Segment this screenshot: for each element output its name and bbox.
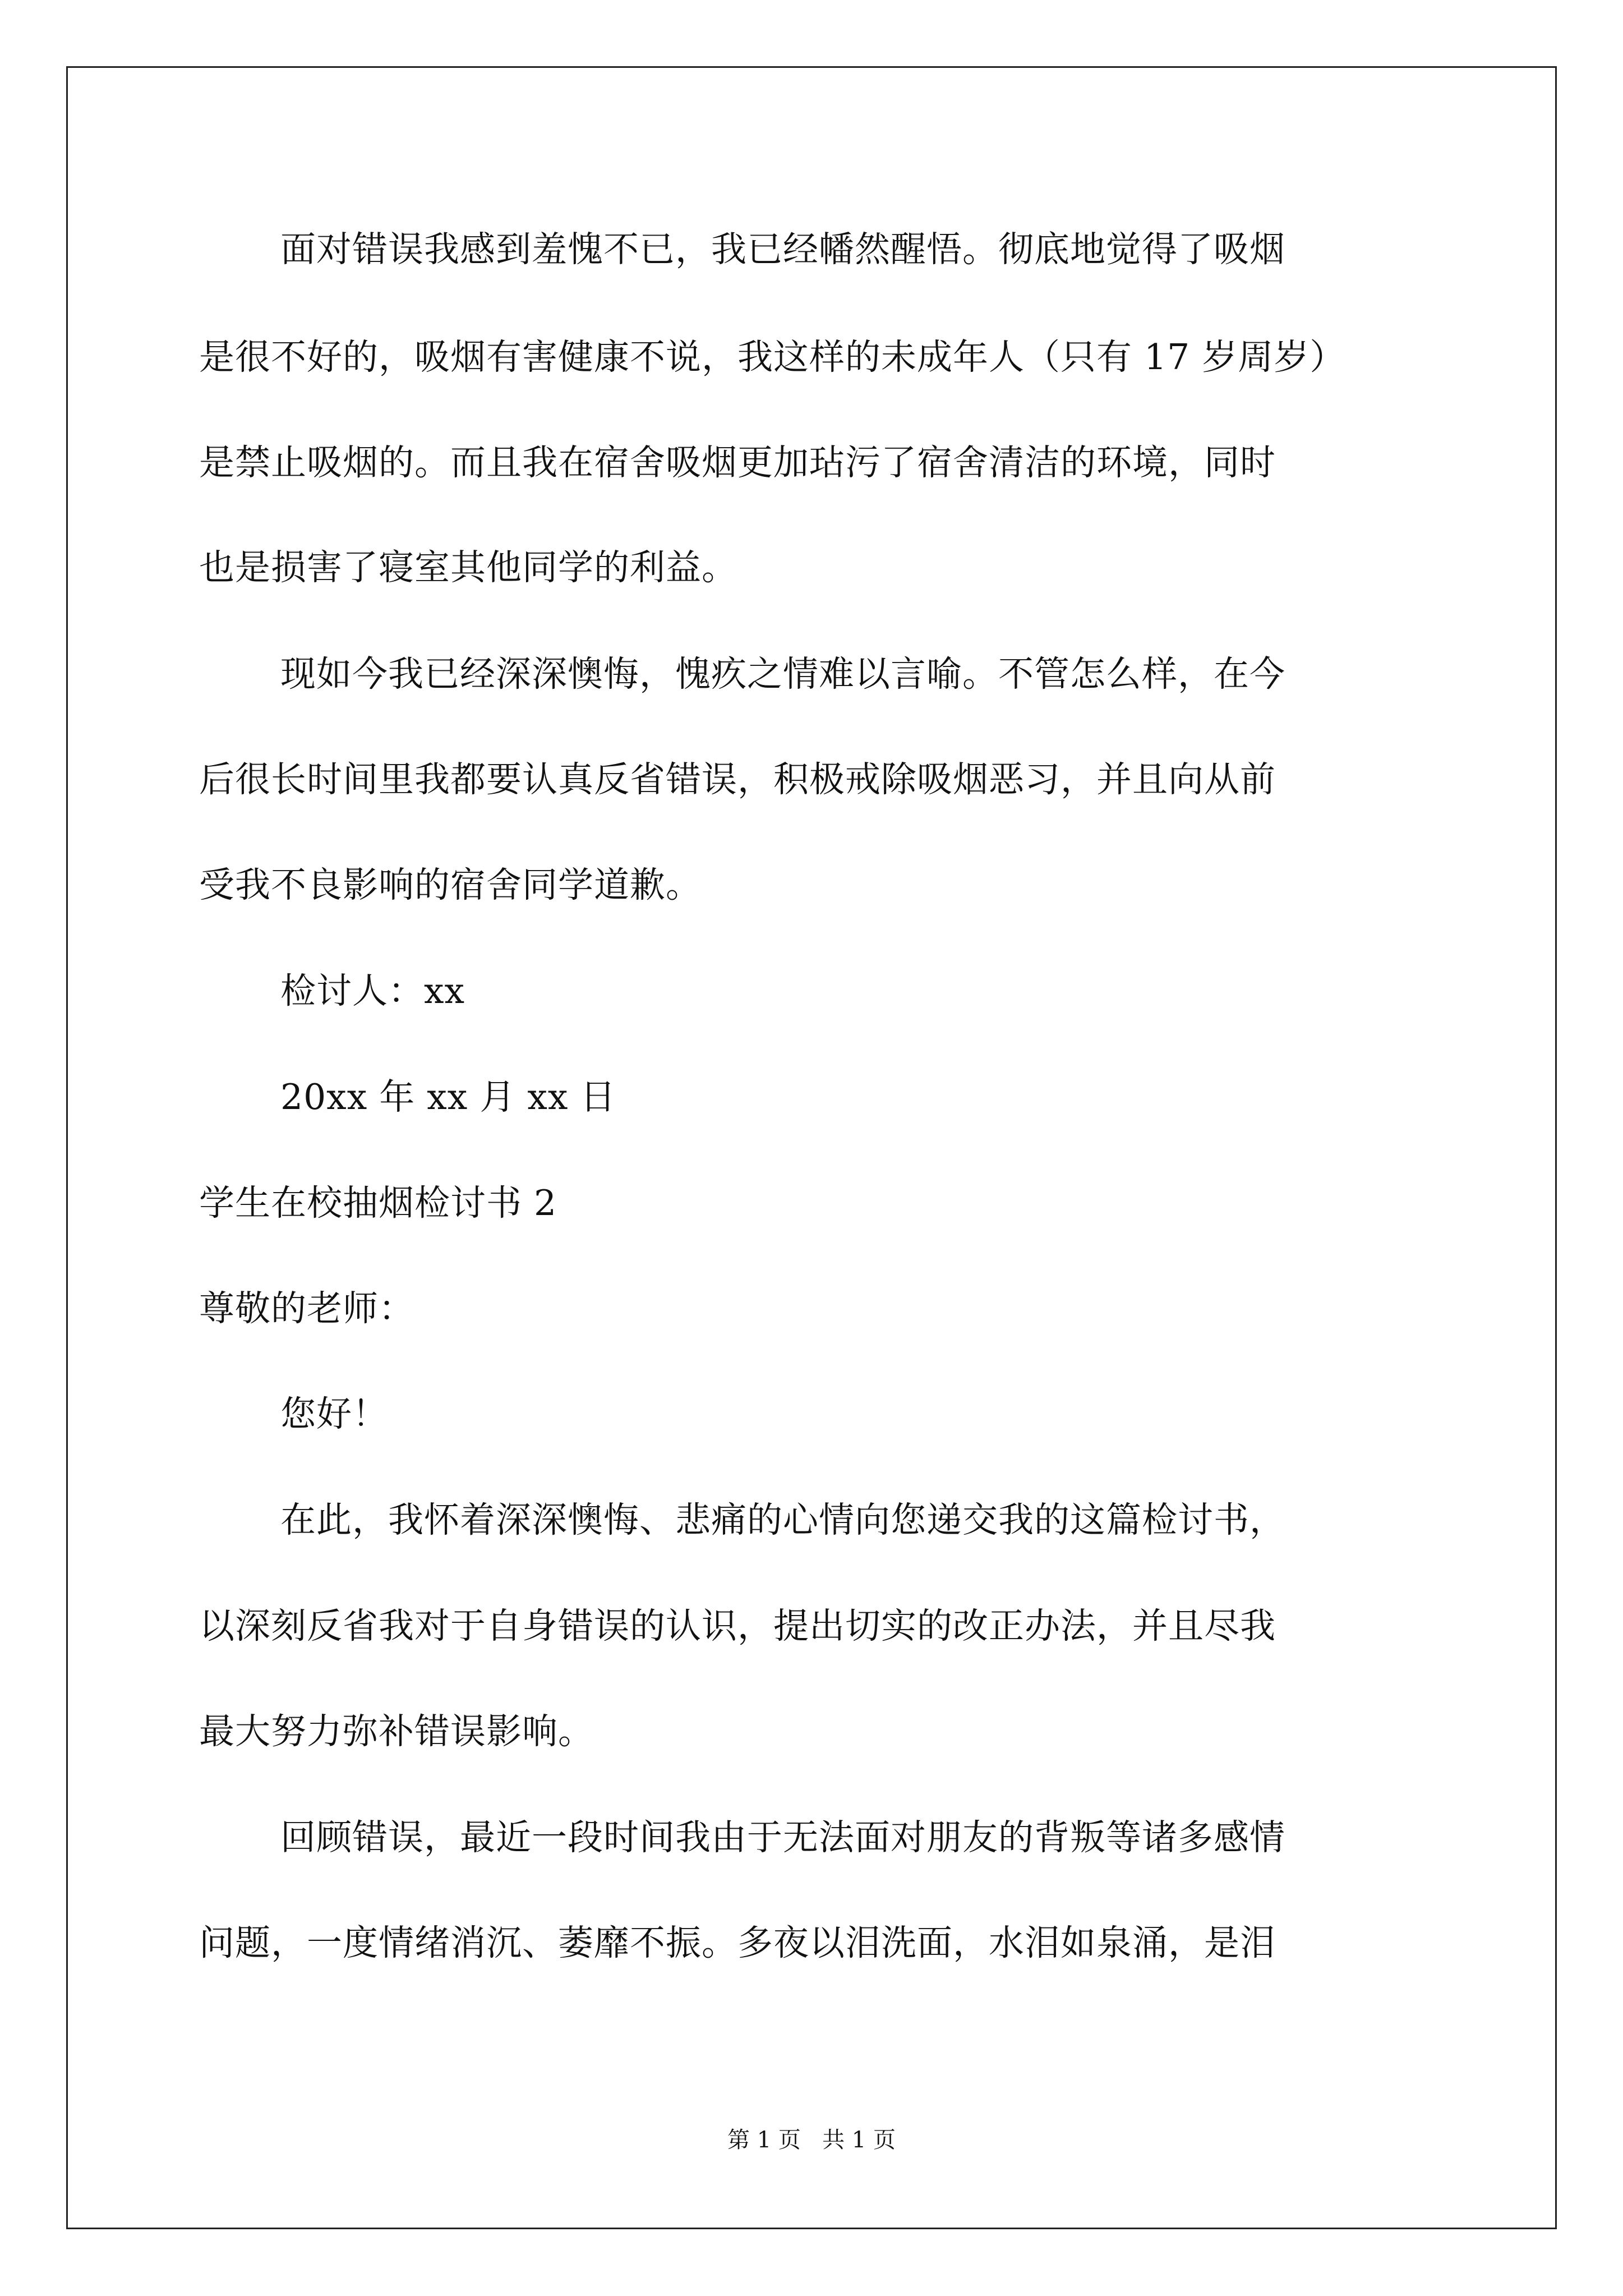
page-footer: 第 1 页 共 1 页 xyxy=(727,2127,896,2153)
paragraph-1-line-1: 面对错误我感到羞愧不已，我已经幡然醒悟。彻底地觉得了吸烟 xyxy=(280,229,1285,270)
paragraph-2-line-1: 现如今我已经深深懊悔，愧疚之情难以言喻。不管怎么样，在今 xyxy=(280,654,1285,694)
signature-line: 检讨人：xx xyxy=(280,970,465,1011)
page-border xyxy=(66,66,1557,2229)
paragraph-3-line-2: 以深刻反省我对于自身错误的认识，提出切实的改正办法，并且尽我 xyxy=(199,1605,1276,1646)
paragraph-4-line-1: 回顾错误，最近一段时间我由于无法面对朋友的背叛等诸多感情 xyxy=(280,1817,1285,1858)
paragraph-3-line-1: 在此，我怀着深深懊悔、悲痛的心情向您递交我的这篇检讨书， xyxy=(280,1499,1285,1540)
paragraph-3-line-3: 最大努力弥补错误影响。 xyxy=(199,1711,594,1752)
greeting: 您好！ xyxy=(280,1393,388,1434)
paragraph-1-line-4: 也是损害了寝室其他同学的利益。 xyxy=(199,547,737,588)
section-title: 学生在校抽烟检讨书 2 xyxy=(199,1182,557,1223)
paragraph-2-line-3: 受我不良影响的宿舍同学道歉。 xyxy=(199,864,702,905)
salutation: 尊敬的老师： xyxy=(199,1288,414,1329)
paragraph-1-line-2: 是很不好的，吸烟有害健康不说，我这样的未成年人（只有 17 岁周岁） xyxy=(199,337,1346,378)
date-line: 20xx 年 xx 月 xx 日 xyxy=(280,1076,616,1117)
paragraph-4-line-2: 问题，一度情绪消沉、萎靡不振。多夜以泪洗面，水泪如泉涌，是泪 xyxy=(199,1922,1276,1963)
paragraph-2-line-2: 后很长时间里我都要认真反省错误，积极戒除吸烟恶习，并且向从前 xyxy=(199,759,1276,800)
paragraph-1-line-3: 是禁止吸烟的。而且我在宿舍吸烟更加玷污了宿舍清洁的环境，同时 xyxy=(199,442,1276,483)
